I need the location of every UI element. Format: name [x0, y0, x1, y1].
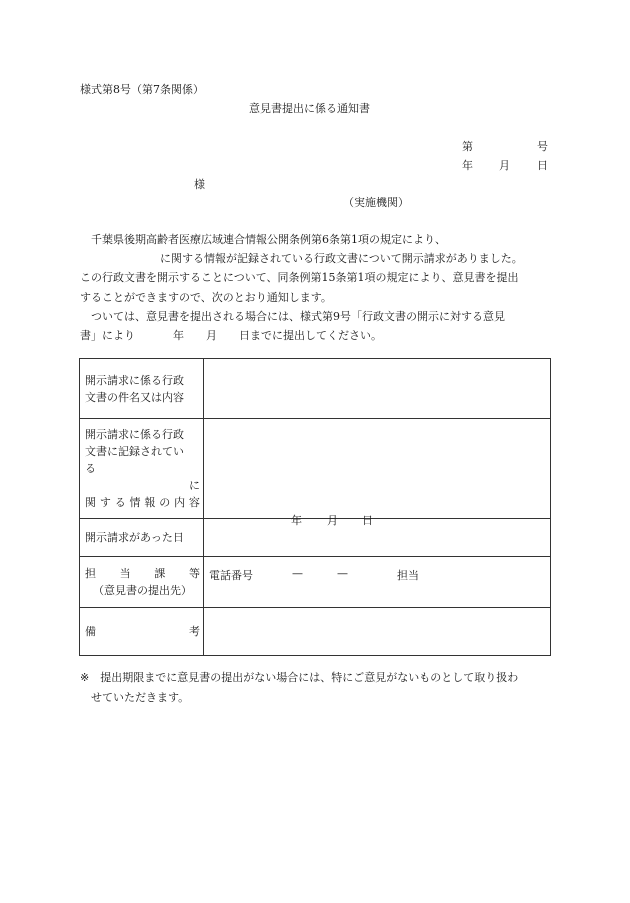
- date-year: 年: [462, 159, 473, 172]
- row5-char: 備: [85, 625, 96, 638]
- footnote-mark: ※: [80, 671, 90, 684]
- row1-value[interactable]: [204, 359, 551, 419]
- table-row: [80, 608, 551, 656]
- footnote-line-1: [80, 668, 555, 688]
- row2-label-line4: に: [189, 479, 200, 492]
- row2-char: 容: [188, 496, 200, 509]
- body-line-2: に関する情報が記録されている行政文書について開示請求がありました。: [160, 252, 523, 266]
- row2-char: 報: [144, 496, 156, 509]
- date-day: 日: [537, 159, 548, 172]
- table-row: [80, 557, 551, 608]
- row3-label: 開示請求があった日: [80, 519, 204, 557]
- row3-value[interactable]: [204, 514, 551, 557]
- form-number: 様式第8号（第7条関係）: [80, 83, 204, 96]
- table-row: [80, 419, 551, 519]
- row2-label-line1: 開示請求に係る行政: [85, 428, 184, 441]
- row4-label: [80, 557, 204, 608]
- row4-label-line2: （意見書の提出先）: [93, 584, 192, 597]
- row4-char: 等: [188, 567, 200, 580]
- body-line-6-a: 書」により: [80, 329, 135, 343]
- row2-char: 情: [129, 496, 141, 509]
- row2-char: る: [114, 496, 126, 509]
- row5-label: [80, 608, 204, 656]
- row3-year: 年: [291, 514, 302, 527]
- body-line-4: することができますので、次のとおり通知します。: [80, 290, 332, 304]
- body-line-6: [80, 326, 550, 345]
- body-line-6-month: 月: [206, 329, 217, 343]
- row4-char: 当: [119, 567, 131, 580]
- row5-char: 考: [189, 625, 200, 638]
- table-row: [80, 519, 551, 557]
- body-line-6-year: 年: [173, 329, 184, 343]
- number-prefix: 第: [462, 140, 473, 153]
- footnote-text-1: 提出期限までに意見書の提出がない場合には、特にご意見がないものとして取り扱わ: [100, 671, 519, 684]
- row2-label: [80, 419, 204, 519]
- row4-label-line1: [85, 565, 200, 582]
- body-text: [80, 230, 550, 345]
- row5-label-line: [85, 623, 200, 640]
- tel-dash-2: —: [337, 567, 348, 580]
- agency-label: （実施機関）: [343, 196, 409, 209]
- row3-day: 日: [362, 514, 373, 527]
- row2-char: 内: [174, 496, 186, 509]
- row2-label-line2: 文書に記録されてい: [85, 445, 184, 458]
- tel-label: 電話番号: [209, 569, 253, 582]
- body-line-5: ついては、意見書を提出される場合には、様式第9号「行政文書の開示に対する意見: [91, 309, 505, 323]
- row1-label-line1: 開示請求に係る行政: [85, 373, 184, 387]
- footnote-line-2: せていただきます。: [91, 691, 190, 704]
- form-table: [79, 358, 551, 656]
- body-line-3: この行政文書を開示することについて、同条例第15条第1項の規定により、意見書を提出: [80, 271, 519, 285]
- addressee-suffix: 様: [194, 178, 205, 191]
- row2-label-line5: [85, 494, 200, 511]
- row1-label-line2: 文書の件名又は内容: [85, 390, 184, 404]
- charge-label: 担当: [397, 569, 419, 582]
- row4-char: 課: [154, 567, 166, 580]
- document-title: 意見書提出に係る通知書: [249, 102, 370, 115]
- row5-value[interactable]: [204, 608, 551, 656]
- row2-value[interactable]: [204, 419, 551, 519]
- row2-char: す: [99, 496, 111, 509]
- row3-month: 月: [327, 514, 338, 527]
- row2-label-line3: る: [85, 462, 96, 475]
- row4-value[interactable]: [204, 557, 551, 608]
- row2-char: の: [159, 496, 171, 509]
- table-row: [80, 359, 551, 419]
- body-line-1: 千葉県後期高齢者医療広域連合情報公開条例第6条第1項の規定により、: [91, 233, 446, 246]
- tel-dash-1: —: [292, 567, 303, 580]
- row2-char: 関: [85, 496, 96, 509]
- footnote: [80, 668, 555, 708]
- row1-label: [80, 359, 204, 419]
- number-suffix: 号: [537, 140, 548, 153]
- body-line-6-c: 日までに提出してください。: [239, 329, 382, 343]
- date-month: 月: [499, 159, 510, 172]
- row4-char: 担: [85, 567, 96, 580]
